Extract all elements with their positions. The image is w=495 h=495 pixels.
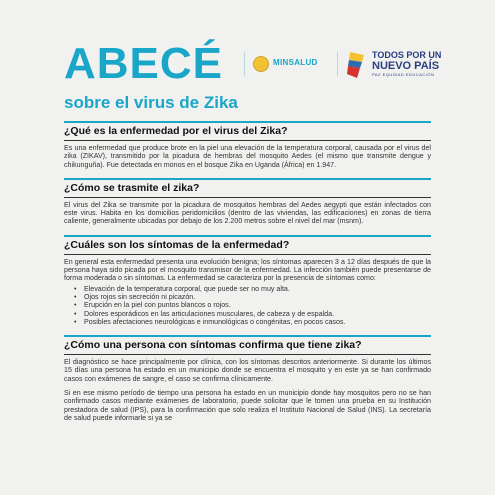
gov-slogan-line1: TODOS POR UN — [372, 50, 442, 60]
page-subtitle: sobre el virus de Zika — [64, 93, 238, 112]
list-item: • Posibles afectaciones neurológicas e inmunológicas o congénitas, en pocos casos. — [84, 318, 431, 326]
section-paragraph: Si en ese mismo período de tiempo una persona ha estado en un municipio donde hay mosquitos pero no se han confirmado casos mediante exámenes de laboratorio, puede solicitar que le tomen una prueba en su Institución prestadora de salud (IPS), para la confirmación que solo realiza el Instituto Nacional de Salud (INS). La secretaría de salud puede informarle si ya se — [64, 389, 431, 422]
heading-underline — [64, 140, 431, 141]
list-item: • Dolores esporádicos en las articulaciones musculares, de cabeza y de espalda. — [84, 310, 431, 318]
gov-slogan-line2: NUEVO PAÍS — [372, 60, 440, 72]
government-logo — [372, 50, 492, 78]
section-divider — [64, 235, 431, 237]
section-divider — [64, 178, 431, 180]
list-item: • Ojos rojos sin secreción ni picazón. — [84, 293, 431, 301]
section-divider — [64, 335, 431, 337]
section-heading: ¿Cómo una persona con síntomas confirma que tiene zika? — [64, 339, 362, 352]
ministry-name: MINSALUD — [273, 58, 318, 67]
section-symptoms — [64, 235, 431, 326]
page-title: ABECÉ — [64, 39, 224, 88]
section-heading: ¿Qué es la enfermedad por el virus del Zika? — [64, 125, 288, 137]
heading-underline — [64, 254, 431, 255]
list-item: • Elevación de la temperatura corporal, que puede ser no muy alta. — [84, 285, 431, 293]
gov-slogan-line3: PAZ EQUIDAD EDUCACIÓN — [372, 72, 435, 77]
coat-of-arms-icon — [253, 56, 269, 72]
document-body — [64, 121, 431, 431]
section-paragraph: El diagnóstico se hace principalmente por clínica, con los síntomas descritos anteriormente. Si durante los últimos 15 días una persona ha estado en un municipio donde se encuentra el mosquito y en este ya se han confirmado casos con exámenes de sangre, el caso se confirma clínicamente. — [64, 358, 431, 383]
section-diagnosis — [64, 335, 431, 422]
section-paragraph: En general esta enfermedad presenta una evolución benigna; los síntomas aparecen 3 a 12 días después de que la persona haya sido picada por el mosquito transmisor de la enfermedad. La infección también puede presentarse de forma moderada o sin síntomas. La enfermedad se caracteriza por la presencia de síntomas como: — [64, 257, 431, 283]
section-heading: ¿Cómo se trasmite el zika? — [64, 181, 200, 194]
section-paragraph: Es una enfermedad que produce brote en la piel una elevación de la temperatura corporal, causada por el virus del zika (ZIKAV), transmitido por la picadura de hembras del mosquito Aedes (el mismo que transmite dengue y chikunguña). Fue detectada en monos en el bosque Zika en Uganda (África) en 1.947. — [64, 144, 431, 169]
heading-underline — [64, 354, 431, 355]
section-divider — [64, 121, 431, 123]
section-transmission — [64, 178, 431, 226]
section-heading: ¿Cuáles son los síntomas de la enfermedad? — [64, 238, 290, 251]
section-what-is-zika — [64, 121, 431, 169]
section-paragraph: El virus del Zika se transmite por la picadura de mosquitos hembras del Aedes aegypti que están infectados con este virus. Habita en los domicilios peridomicilios (dentro de las viviendas, las edificaciones) en zonas de tierra caliente, generalmente ubicadas por debajo de los 2.200 metros sobre el nivel del mar (msnm). — [64, 200, 431, 226]
page-header — [0, 38, 495, 90]
symptom-list — [64, 285, 431, 326]
list-item: • Erupción en la piel con puntos blancos o rojos. — [84, 301, 431, 309]
colombia-flag-icon — [346, 50, 368, 80]
ministry-logo — [244, 52, 338, 76]
heading-underline — [64, 197, 431, 198]
